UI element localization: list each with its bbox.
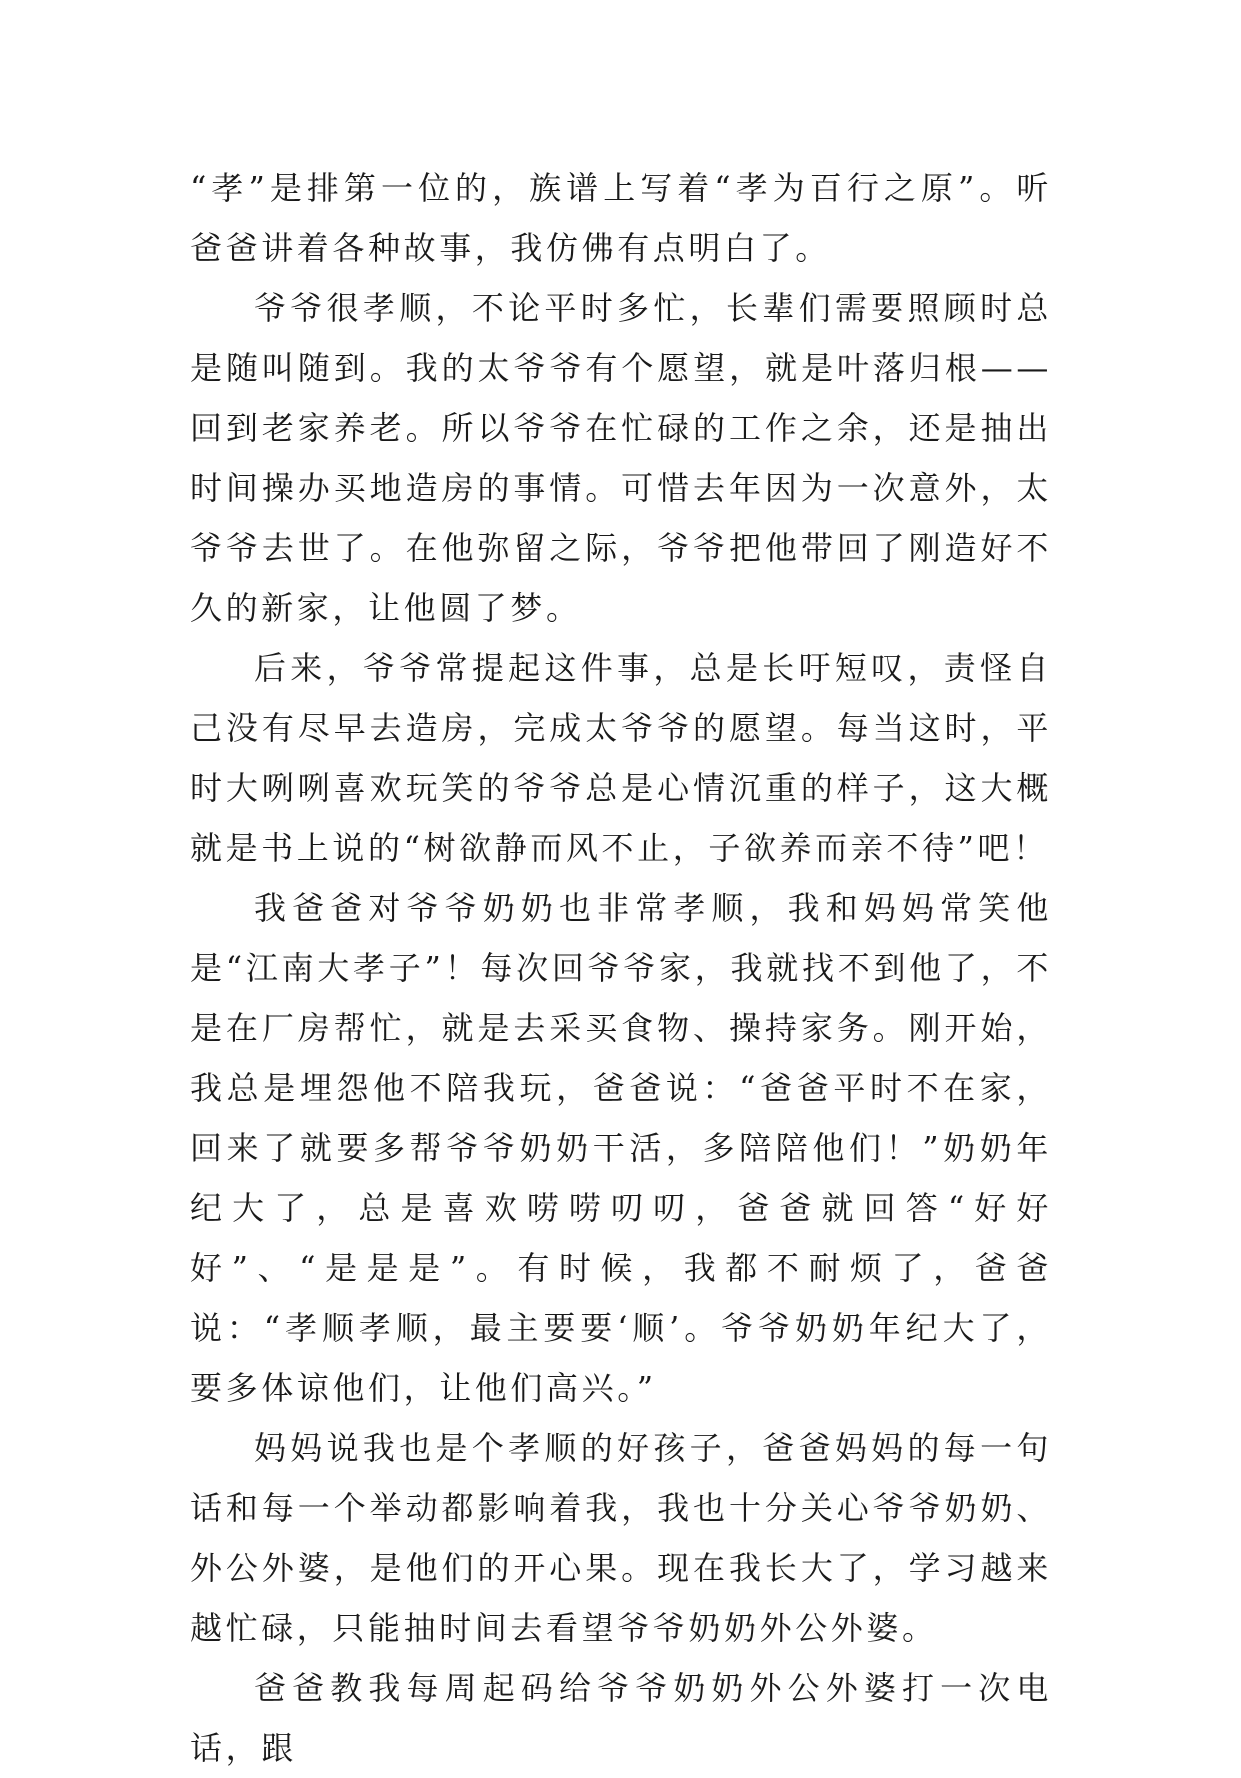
paragraph-grandpa-regret: 后来，爷爷常提起这件事，总是长吁短叹，责怪自己没有尽早去造房，完成太爷爷的愿望。每当这时，平时大咧咧喜欢玩笑的爷爷总是心情沉重的样子，这大概就是书上说的“树欲静而风不止，子欲养而亲不待”吧！ — [190, 649, 1052, 867]
paragraph-weekly-calls: 爸爸教我每周起码给爷爷奶奶外公外婆打一次电话，跟 — [190, 1669, 1052, 1767]
paragraph-continued: “孝”是排第一位的，族谱上写着“孝为百行之原”。听爸爸讲着各种故事，我仿佛有点明白了。 — [190, 169, 1052, 267]
paragraph-mother-says: 妈妈说我也是个孝顺的好孩子，爸爸妈妈的每一句话和每一个举动都影响着我，我也十分关心爷爷奶奶、外公外婆，是他们的开心果。现在我长大了，学习越来越忙碌，只能抽时间去看望爷爷奶奶外公外婆。 — [190, 1429, 1052, 1647]
document-page — [190, 158, 1052, 1778]
paragraph-father-filial: 我爸爸对爷爷奶奶也非常孝顺，我和妈妈常笑他是“江南大孝子”！每次回爷爷家，我就找不到他了，不是在厂房帮忙，就是去采买食物、操持家务。刚开始，我总是埋怨他不陪我玩，爸爸说：“爸爸平时不在家，回来了就要多帮爷爷奶奶干活，多陪陪他们！”奶奶年纪大了，总是喜欢唠唠叨叨，爸爸就回答“好好好”、“是是是”。有时候，我都不耐烦了，爸爸说：“孝顺孝顺，最主要要‘顺’。爷爷奶奶年纪大了，要多体谅他们，让他们高兴。” — [190, 889, 1052, 1407]
paragraph-grandpa-filial: 爷爷很孝顺，不论平时多忙，长辈们需要照顾时总是随叫随到。我的太爷爷有个愿望，就是叶落归根——回到老家养老。所以爷爷在忙碌的工作之余，还是抽出时间操办买地造房的事情。可惜去年因为一次意外，太爷爷去世了。在他弥留之际，爷爷把他带回了刚造好不久的新家，让他圆了梦。 — [190, 289, 1052, 627]
